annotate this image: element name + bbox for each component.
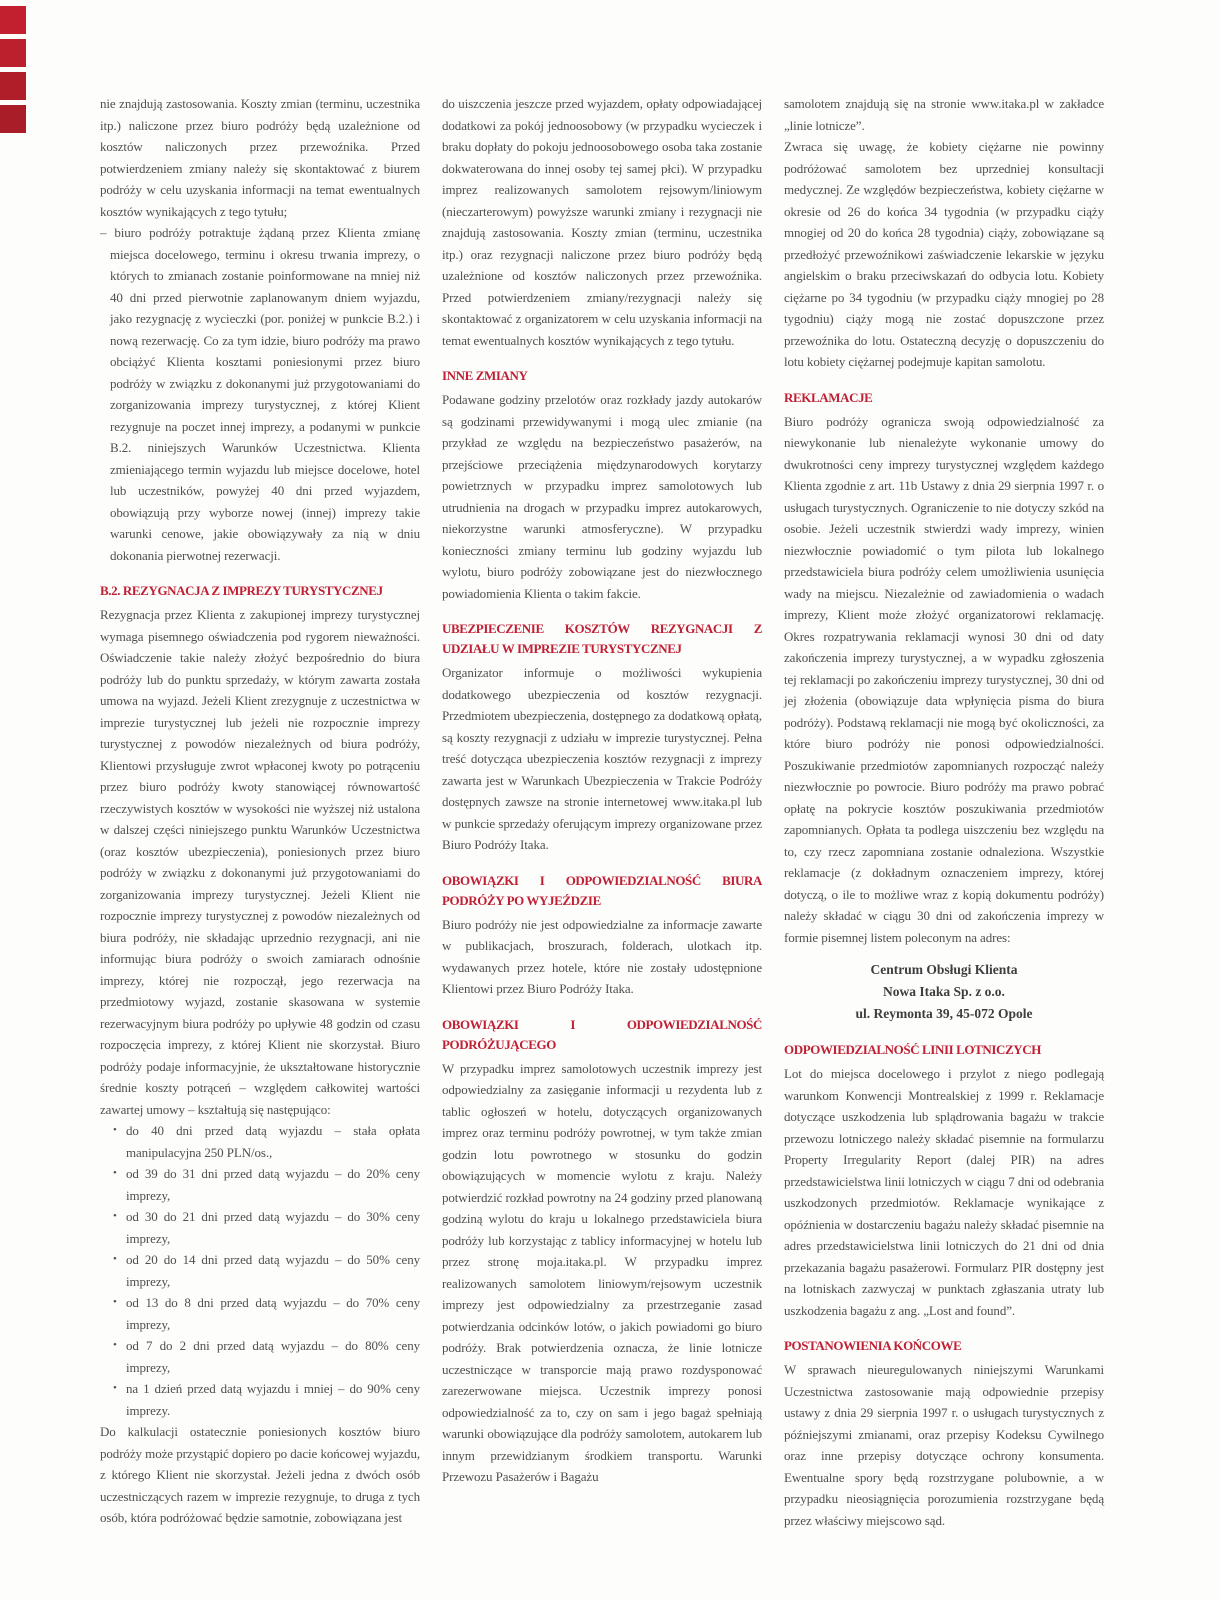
list-item: • od 39 do 31 dni przed datą wyjazdu – do 20% ceny imprezy, bbox=[126, 1163, 420, 1206]
list-item: • od 20 do 14 dni przed datą wyjazdu – do 50% ceny imprezy, bbox=[126, 1249, 420, 1292]
section-heading: UBEZPIECZENIE KOSZTÓW REZYGNACJI Z UDZIAŁU W IMPREZIE TURYSTYCZNEJ bbox=[442, 621, 762, 656]
print-registration-marks bbox=[0, 6, 26, 133]
section-heading: B.2. REZYGNACJA Z IMPREZY TURYSTYCZNEJ bbox=[100, 583, 383, 598]
text-column-3 bbox=[784, 93, 1104, 1531]
paragraph: nie znajdują zastosowania. Koszty zmian (terminu, uczestnika itp.) naliczone przez biuro podróży będą uzależnione od kosztów naliczonych przez przewoźnika. Przed potwierdzeniem zmiany należy się skontaktować z biurem podróży w celu uzyskania informacji na temat ewentualnych kosztów wynikających z tego tytułu; bbox=[100, 96, 420, 219]
paragraph: – biuro podróży potraktuje żądaną przez Klienta zmianę miejsca docelowego, terminu i okresu trwania imprezy, o których to zmianach zostanie poinformowane na mniej niż 40 dni przed pierwotnie zaplanowanym dniem wyjazdu, jako rezygnację z wycieczki (por. poniżej w punkcie B.2.) i nową rezerwację. Co za tym idzie, biuro podróży ma prawo obciążyć Klienta kosztami poniesionymi przez biuro podróży w związku z dokonanymi już przygotowaniami do zorganizowania imprezy turystycznej, z której Klient rezygnuje na poczet innej imprezy, a podanymi w punkcie B.2. niniejszych Warunków Uczestnictwa. Klienta zmieniającego termin wyjazdu lub miejsce docelowe, hotel lub uczestników, powyżej 40 dni przed wyjazdem, obowiązują przy wyborze nowej (innej) imprezy takie warunki cenowe, jakie obowiązywały za nią w dniu dokonania pierwotnej rezerwacji. bbox=[100, 225, 420, 563]
list-item: • od 30 do 21 dni przed datą wyjazdu – do 30% ceny imprezy, bbox=[126, 1206, 420, 1249]
address-line: Centrum Obsługi Klienta bbox=[870, 962, 1018, 977]
paragraph: Biuro podróży ogranicza swoją odpowiedzialność za niewykonanie lub nienależyte wykonanie umowy do dwukrotności ceny imprezy turystycznej względem każdego Klienta zgodnie z art. 11b Ustawy z dnia 29 sierpnia 1997 r. o usługach turystycznych. Ograniczenie to nie dotyczy szkód na osobie. Jeżeli uczestnik stwierdzi wady imprezy, winien niezwłocznie powiadomić o tym pilota lub lokalnego przedstawiciela biura podróży celem umożliwienia usunięcia wady na miejscu. Niezależnie od zawiadomienia o wadach imprezy, Klient może złożyć organizatorowi reklamację. Okres rozpatrywania reklamacji wynosi 30 dni od daty zakończenia imprezy turystycznej, a w wypadku zgłoszenia tej reklamacji po zakończeniu imprezy turystycznej, 30 dni od jej złożenia (obowiązuje data wpłynięcia pisma do biura podróży). Podstawą reklamacji nie mogą być okoliczności, za które biuro podróży nie ponosi odpowiedzialności. Poszukiwanie przedmiotów zapomnianych rozpocząć należy niezwłocznie po powrocie. Biuro podróży ma prawo pobrać opłatę na pokrycie kosztów poszukiwania przedmiotów zapomnianych. Opłata ta podlega uiszczeniu bez względu na to, czy rzecz zapomniana zostanie odnaleziona. Wszystkie reklamacje (z dokładnym oznaczeniem imprezy, której dotyczą, o ile to możliwe wraz z kopią dokumentu podróży) należy składać w ciągu 30 dni od zakończenia imprezy w formie pisemnej listem poleconym na adres: bbox=[784, 413, 1104, 945]
paragraph: do uiszczenia jeszcze przed wyjazdem, opłaty odpowiadającej dodatkowi za pokój jednoosobowy (w przypadku wycieczek i braku dopłaty do pokoju jednoosobowego osoba taka zostanie dokwaterowana do innej osoby tej samej płci). W przypadku imprez realizowanych samolotem rejsowym/liniowym (nieczarterowym) powyższe warunki zmiany i rezygnacji nie znajdują zastosowania. Koszty zmian (terminu, uczestnika itp.) oraz rezygnacji naliczone przez biuro podróży będą uzależnione od kosztów naliczonych przez przewoźnika. Przed potwierdzeniem zmiany/rezygnacji należy się skontaktować z organizatorem w celu uzyskania informacji na temat ewentualnych kosztów wynikających z tego tytułu. bbox=[442, 96, 762, 348]
section-heading: POSTANOWIENIA KOŃCOWE bbox=[784, 1338, 962, 1353]
registration-mark bbox=[0, 105, 26, 133]
registration-mark bbox=[0, 6, 26, 34]
columns bbox=[100, 93, 1104, 1531]
registration-mark bbox=[0, 39, 26, 67]
list-item: • do 40 dni przed datą wyjazdu – stała opłata manipulacyjna 250 PLN/os., bbox=[126, 1120, 420, 1163]
section-heading: ODPOWIEDZIALNOŚĆ LINII LOTNICZYCH bbox=[784, 1042, 1041, 1057]
address-line: ul. Reymonta 39, 45-072 Opole bbox=[855, 1006, 1033, 1021]
text-column-2 bbox=[442, 93, 762, 1531]
registration-mark bbox=[0, 72, 26, 100]
paragraph: W przypadku imprez samolotowych uczestnik imprezy jest odpowiedzialny za zasięganie informacji u rezydenta lub z tablic ogłoszeń w hotelu, dotyczących organizowanych imprez oraz terminu podróży powrotnej, w tym także zmian godzin lotu powrotnego w stosunku do godzin obowiązujących w momencie wylotu z kraju. Należy potwierdzić rozkład powrotny na 24 godziny przed planowaną godziną wylotu do kraju u lokalnego przedstawiciela biura podróży lub korzystając z tablicy informacyjnej w hotelu lub przez stronę moja.itaka.pl. W przypadku imprez realizowanych samolotem liniowym/rejsowym uczestnik imprezy jest odpowiedzialny za przestrzeganie zasad potwierdzania odcinków lotów, o jakich powiadomi go biuro podróży. Brak potwierdzenia oznacza, że linie lotnicze uczestniczące w transporcie mają prawo rozdysponować zarezerwowane miejsca. Uczestnik imprezy ponosi odpowiedzialność za to, czy on sam i jego bagaż spełniają warunki obowiązujące dla podróży samolotem, autokarem lub innym przewidzianym środkiem transportu. Warunki Przewozu Pasażerów i Bagażu bbox=[442, 1060, 762, 1484]
section-heading: OBOWIĄZKI I ODPOWIEDZIALNOŚĆ BIURA PODRÓŻY PO WYJEŹDZIE bbox=[442, 872, 762, 908]
paragraph: Zwraca się uwagę, że kobiety ciężarne nie powinny podróżować samolotem bez uprzedniej konsultacji medycznej. Ze względów bezpieczeństwa, kobiety ciężarne w okresie od 26 do końca 34 tygodnia (w przypadku ciąży mnogiej od 20 do końca 28 tygodnia) ciąży, zobowiązane są przedłożyć przewoźnikowi zaświadczenie lekarskie w języku angielskim o braku przeciwskazań do odbycia lotu. Kobiety ciężarne po 34 tygodniu (w przypadku ciąży mnogiej po 28 tygodniu) ciąży mogą nie zostać dopuszczone przez przewoźnika do lotu. Ostateczną decyzję o dopuszczeniu do lotu kobiety ciężarnej podejmuje kapitan samolotu. bbox=[784, 139, 1104, 369]
address-block bbox=[784, 959, 1104, 1025]
paragraph: W sprawach nieuregulowanych niniejszymi Warunkami Uczestnictwa zastosowanie mają odpowiednie przepisy ustawy z dnia 29 sierpnia 1997 r. o usługach turystycznych z późniejszymi zmianami, oraz przepisy Kodeksu Cywilnego oraz inne przepisy dotyczące ochrony konsumenta. Ewentualne spory będą rozstrzygane polubownie, a w przypadku nieosiągnięcia porozumienia rozstrzygane będą przez właściwy miejscowo sąd. bbox=[784, 1362, 1104, 1528]
paragraph: Rezygnacja przez Klienta z zakupionej imprezy turystycznej wymaga pisemnego oświadczenia pod rygorem nieważności. Oświadczenie takie należy złożyć bezpośrednio do biura podróży lub do punktu sprzedaży, w którym zawarta została umowa na wyjazd. Jeżeli Klient zrezygnuje z uczestnictwa w imprezie turystycznej lub jeżeli nie rozpocznie imprezy turystycznej z powodów niezależnych od biura podróży, Klientowi przysługuje zwrot wpłaconej kwoty po potrąceniu przez biuro podróży kwoty stanowiącej równowartość rzeczywistych kosztów w wysokości nie wyższej niż ustalona w dalszej części niniejszego punktu Warunków Uczestnictwa (oraz kosztów ubezpieczenia), poniesionych przez biuro podróży w związku z dokonanymi już przygotowaniami do zorganizowania imprezy turystycznej. Jeżeli Klient nie rozpocznie imprezy turystycznej z powodów niezależnych od biura podróży, nie składając uprzednio rezygnacji, ani nie informując biura podróży o swoich zamiarach odnośnie imprezy, której nie rozpoczął, jego rezerwacja na przedmiotowy wyjazd, zostanie skasowana w systemie rezerwacyjnym biura podróży po upływie 48 godzin od czasu rozpoczęcia imprezy, z której Klient nie skorzystał. Biuro podróży podaje informacyjnie, że ukształtowane historycznie średnie koszty potrąceń – względem całkowitej wartości zawartej umowy – kształtują się następująco: bbox=[100, 607, 420, 1117]
list-item: • od 13 do 8 dni przed datą wyjazdu – do 70% ceny imprezy, bbox=[126, 1292, 420, 1335]
paragraph: Biuro podróży nie jest odpowiedzialne za informacje zawarte w publikacjach, broszurach, folderach, ulotkach itp. wydawanych przez hotele, które nie zostały udostępnione Klientowi przez Biuro Podróży Itaka. bbox=[442, 916, 762, 996]
section-heading: INNE ZMIANY bbox=[442, 368, 528, 383]
text-column-1 bbox=[100, 93, 420, 1531]
paragraph: Organizator informuje o możliwości wykupienia dodatkowego ubezpieczenia od kosztów rezygnacji. Przedmiotem ubezpieczenia, dostępnego za dodatkową opłatą, są koszty rezygnacji z udziału w imprezie turystycznej. Pełna treść dotycząca ubezpieczenia kosztów rezygnacji z imprezy zawarta jest w Warunkach Ubezpieczenia w Trakcie Podróży dostępnych zawsze na stronie internetowej www.itaka.pl lub w punkcie sprzedaży oferującym imprezy organizowane przez Biuro Podróży Itaka. bbox=[442, 665, 762, 852]
list-item: • na 1 dzień przed datą wyjazdu i mniej – do 90% ceny imprezy. bbox=[126, 1378, 420, 1421]
bullet-list bbox=[100, 1120, 420, 1421]
section-heading: OBOWIĄZKI I ODPOWIEDZIALNOŚĆ PODRÓŻUJĄCEGO bbox=[442, 1016, 762, 1052]
paragraph: Lot do miejsca docelowego i przylot z niego podlegają warunkom Konwencji Montrealskiej z 1999 r. Reklamacje dotyczące uszkodzenia lub splądrowania bagażu w trakcie przewozu lotniczego należy składać pisemnie na formularzu Property Irregularity Report (dalej PIR) na adres przedstawicielstwa linii lotniczych w ciągu 7 dni od odebrania uszkodzonych przedmiotów. Reklamacje wynikające z opóźnienia w dostarczeniu bagażu należy składać pisemnie na adres przedstawicielstwa linii lotniczych do 21 dni od dnia przekazania bagażu pasażerowi. Formularz PIR dostępny jest na lotniskach zazwyczaj w punktach zgłaszania utraty lub uszkodzenia bagażu z ang. „Lost and found”. bbox=[784, 1066, 1104, 1318]
address-line: Nowa Itaka Sp. z o.o. bbox=[883, 984, 1005, 999]
list-item: • od 7 do 2 dni przed datą wyjazdu – do 80% ceny imprezy, bbox=[126, 1335, 420, 1378]
paragraph: Do kalkulacji ostatecznie poniesionych kosztów biuro podróży może przystąpić dopiero po dacie końcowej wyjazdu, z którego Klient nie skorzystał. Jeżeli jedna z dwóch osób uczestniczących razem w imprezie rezygnuje, to druga z tych osób, która podróżować będzie samotnie, zobowiązana jest bbox=[100, 1424, 420, 1525]
paragraph: Podawane godziny przelotów oraz rozkłady jazdy autokarów są godzinami przewidywanymi i mogą ulec zmianie (na przykład ze względu na bezpieczeństwo pasażerów, na przejściowe przeciążenia międzynarodowych korytarzy powietrznych w przypadku imprez samolotowych lub utrudnienia na drogach w przypadku imprez autokarowych, niekorzystne warunki atmosferyczne). W przypadku konieczności zmiany terminu lub godziny wyjazdu lub wylotu, biuro podróży zobowiązane jest do niezwłocznego powiadomienia Klienta o takim fakcie. bbox=[442, 392, 762, 601]
section-heading: REKLAMACJE bbox=[784, 389, 873, 405]
paragraph: samolotem znajdują się na stronie www.itaka.pl w zakładce „linie lotnicze”. bbox=[784, 96, 1104, 133]
